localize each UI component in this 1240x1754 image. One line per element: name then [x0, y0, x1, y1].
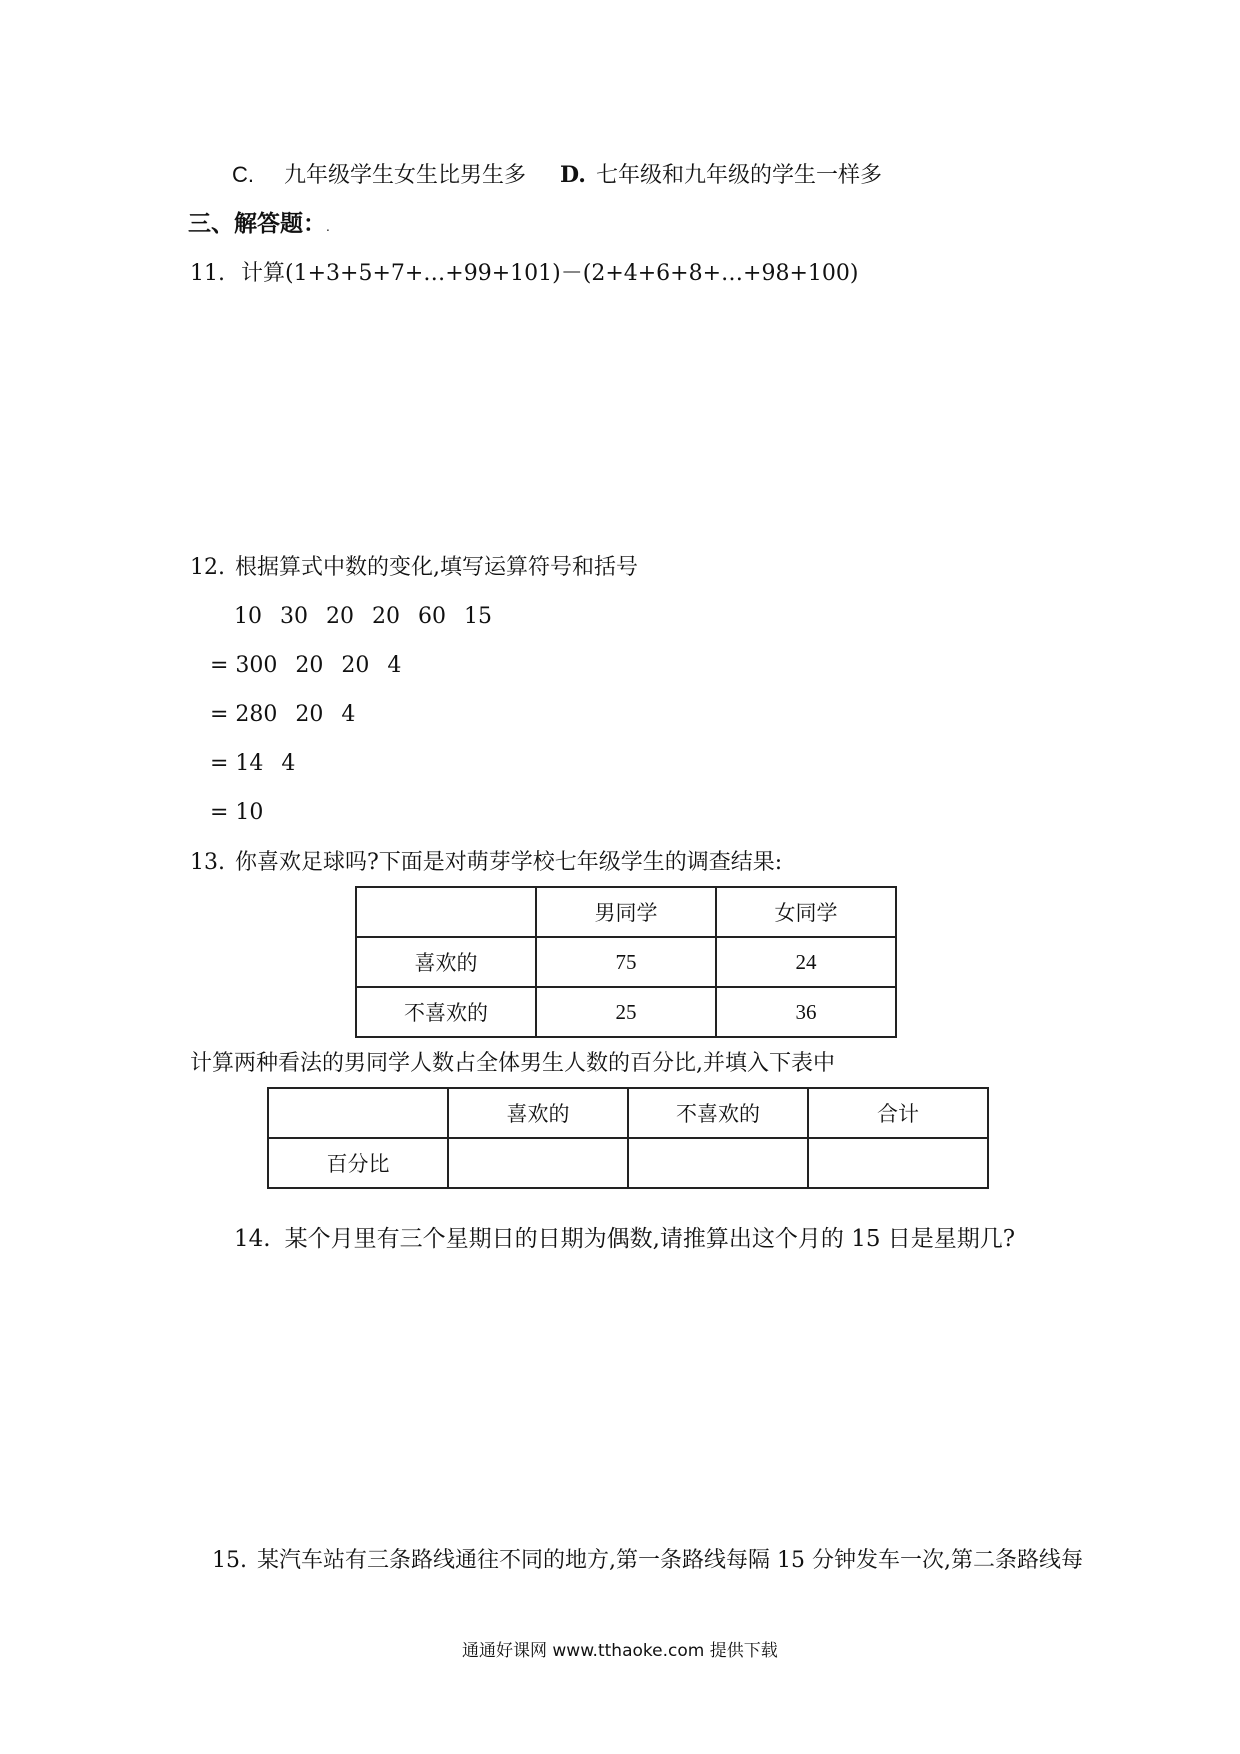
table-cell: 75 [536, 937, 716, 987]
table-cell: 不喜欢的 [356, 987, 536, 1037]
calc-row-1 [234, 606, 510, 628]
question-13-number: 13. [190, 850, 225, 875]
question-11-text: 计算(1+3+5+7+…+99+101)－(2+4+6+8+…+98+100) [241, 261, 859, 286]
question-12-number: 12. [190, 555, 225, 580]
table-row [356, 937, 896, 987]
question-13-text: 你喜欢足球吗?下面是对萌芽学校七年级学生的调查结果: [235, 850, 783, 875]
calc-value: 20 [372, 604, 400, 629]
calc-row-4 [210, 753, 313, 775]
calc-value: 20 [341, 653, 370, 678]
table-cell: 百分比 [268, 1138, 448, 1188]
question-14-number: 14. [234, 1226, 271, 1252]
question-11-number: 11. [190, 261, 225, 286]
table-header-cell: 不喜欢的 [628, 1088, 808, 1138]
table-header-row [268, 1088, 988, 1138]
table-header-row [356, 887, 896, 937]
calc-row-3 [210, 704, 373, 726]
calc-value: 20 [326, 604, 354, 629]
calc-value: 20 [295, 702, 324, 727]
question-15-text: 某汽车站有三条路线通往不同的地方,第一条路线每隔 15 分钟发车一次,第二条路线每 [257, 1548, 1083, 1573]
table-cell: 25 [536, 987, 716, 1037]
section-title-text: 三、解答题： [188, 211, 326, 237]
percent-instruction: 计算两种看法的男同学人数占全体男生人数的百分比,并填入下表中 [190, 1051, 835, 1076]
calc-value: = 14 [210, 751, 264, 776]
question-15 [212, 1550, 1083, 1572]
option-row [232, 164, 882, 187]
question-14 [234, 1228, 1015, 1251]
calc-value: 20 [295, 653, 324, 678]
calc-value: 10 [234, 604, 262, 629]
table-header-cell: 男同学 [536, 887, 716, 937]
table-header-cell: 合计 [808, 1088, 988, 1138]
page-footer: 通通好课网 www.tthaoke.com 提供下载 [462, 1641, 778, 1661]
calc-value: = 10 [210, 800, 264, 825]
table-cell [808, 1138, 988, 1188]
table-header-cell [268, 1088, 448, 1138]
table-header-cell: 喜欢的 [448, 1088, 628, 1138]
question-12-text: 根据算式中数的变化,填写运算符号和括号 [235, 555, 638, 580]
calc-value: 4 [341, 702, 356, 727]
section-title [188, 213, 330, 236]
table-row [356, 987, 896, 1037]
calc-value: 15 [464, 604, 492, 629]
option-d-letter: D. [560, 162, 586, 188]
option-c-letter: C. [232, 162, 254, 187]
option-d-text: 七年级和九年级的学生一样多 [595, 163, 882, 188]
table-header-cell: 女同学 [716, 887, 896, 937]
table-cell [448, 1138, 628, 1188]
question-13 [190, 852, 782, 874]
question-15-number: 15. [212, 1548, 247, 1573]
calc-row-5 [210, 802, 281, 824]
table-cell: 24 [716, 937, 896, 987]
table-cell: 36 [716, 987, 896, 1037]
question-11 [190, 263, 858, 285]
calc-value: = 280 [210, 702, 278, 727]
calc-value: = 300 [210, 653, 278, 678]
survey-table [355, 886, 897, 1038]
calc-value: 4 [387, 653, 402, 678]
calc-row-2 [210, 655, 419, 677]
question-14-text: 某个月里有三个星期日的日期为偶数,请推算出这个月的 15 日是星期几? [284, 1226, 1016, 1252]
calc-value: 30 [280, 604, 308, 629]
section-title-mark: . [326, 220, 330, 234]
table-cell [628, 1138, 808, 1188]
table-row [268, 1138, 988, 1188]
table-cell: 喜欢的 [356, 937, 536, 987]
calc-value: 60 [418, 604, 446, 629]
percent-table [267, 1087, 989, 1189]
table-header-cell [356, 887, 536, 937]
option-c-text: 九年级学生女生比男生多 [284, 163, 527, 188]
calc-value: 4 [281, 751, 296, 776]
question-12 [190, 557, 638, 579]
